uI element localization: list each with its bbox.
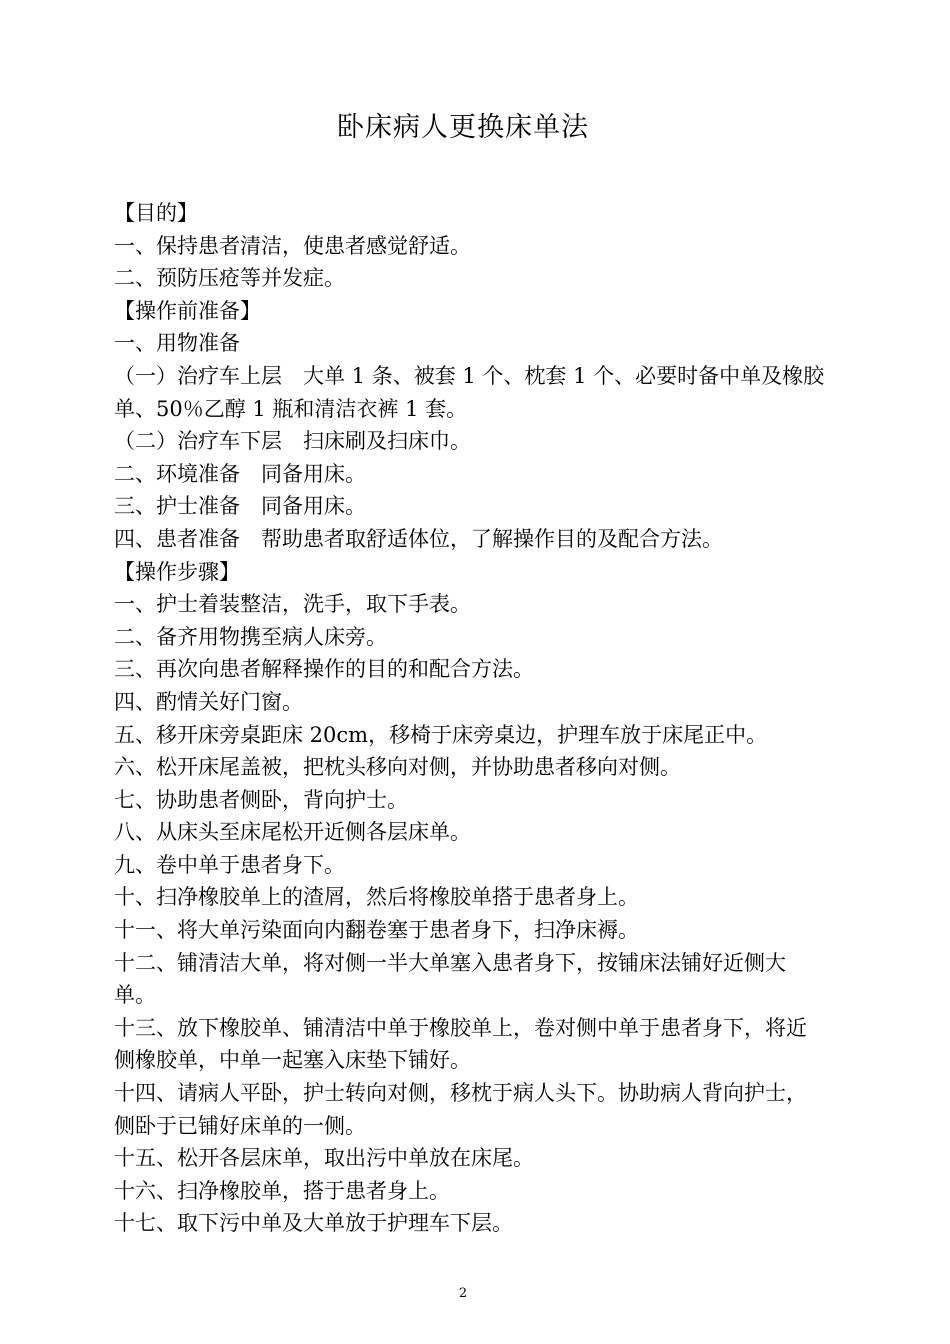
page-number: 2 [458,1286,468,1301]
step-line: 十六、扫净橡胶单，搭于患者身上。 [114,1178,450,1203]
step-line: 三、再次向患者解释操作的目的和配合方法。 [114,657,534,682]
paragraph-line: （二）治疗车下层 扫床刷及扫床巾。 [114,429,471,454]
step-line: 五、移开床旁桌距床 20cm，移椅于床旁桌边，护理车放于床尾正中。 [114,722,768,747]
step-line: 十、扫净橡胶单上的渣屑，然后将橡胶单搭于患者身上。 [114,885,639,910]
step-line: 十一、将大单污染面向内翻卷塞于患者身下，扫净床褥。 [114,918,639,943]
step-line: 十三、放下橡胶单、铺清洁中单于橡胶单上，卷对侧中单于患者身下，将近侧橡胶单，中单一起塞入床垫下铺好。 [114,1015,807,1073]
paragraph-line: （一）治疗车上层 大单 1 条、被套 1 个、枕套 1 个、必要时备中单及橡胶单、50％乙醇 1 瓶和清洁衣裤 1 套。 [114,363,825,421]
step-line: 六、松开床尾盖被，把枕头移向对侧，并协助患者移向对侧。 [114,755,681,780]
step-line: 九、卷中单于患者身下。 [114,852,345,877]
paragraph-line: 一、用物准备 [114,331,240,356]
document-body [114,197,826,1240]
paragraph-line: 二、预防压疮等并发症。 [114,266,345,291]
paragraph-line: 二、环境准备 同备用床。 [114,461,366,486]
step-line: 七、协助患者侧卧，背向护士。 [114,787,408,812]
paragraph-line: 四、患者准备 帮助患者取舒适体位，了解操作目的及配合方法。 [114,526,723,551]
step-line: 十四、请病人平卧，护士转向对侧，移枕于病人头下。协助病人背向护士，侧卧于已铺好床单的一侧。 [114,1081,807,1138]
step-line: 十七、取下污中单及大单放于护理车下层。 [114,1211,513,1236]
step-line: 八、从床头至床尾松开近侧各层床单。 [114,820,471,845]
paragraph-line: 一、保持患者清洁，使患者感觉舒适。 [114,233,471,258]
step-line: 十二、铺清洁大单，将对侧一半大单塞入患者身下，按铺床法铺好近侧大单。 [114,950,786,1008]
step-line: 四、酌情关好门窗。 [114,689,303,714]
step-line: 一、护士着装整洁，洗手，取下手表。 [114,592,471,617]
paragraph-line: 三、护士准备 同备用床。 [114,494,366,519]
step-line: 二、备齐用物携至病人床旁。 [114,624,387,649]
section-heading-purpose: 【目的】 [114,201,198,225]
section-heading-steps: 【操作步骤】 [114,559,240,584]
page-title: 卧床病人更换床单法 [337,112,589,143]
section-heading-preparation: 【操作前准备】 [114,298,261,323]
step-line: 十五、松开各层床单，取出污中单放在床尾。 [114,1146,534,1171]
